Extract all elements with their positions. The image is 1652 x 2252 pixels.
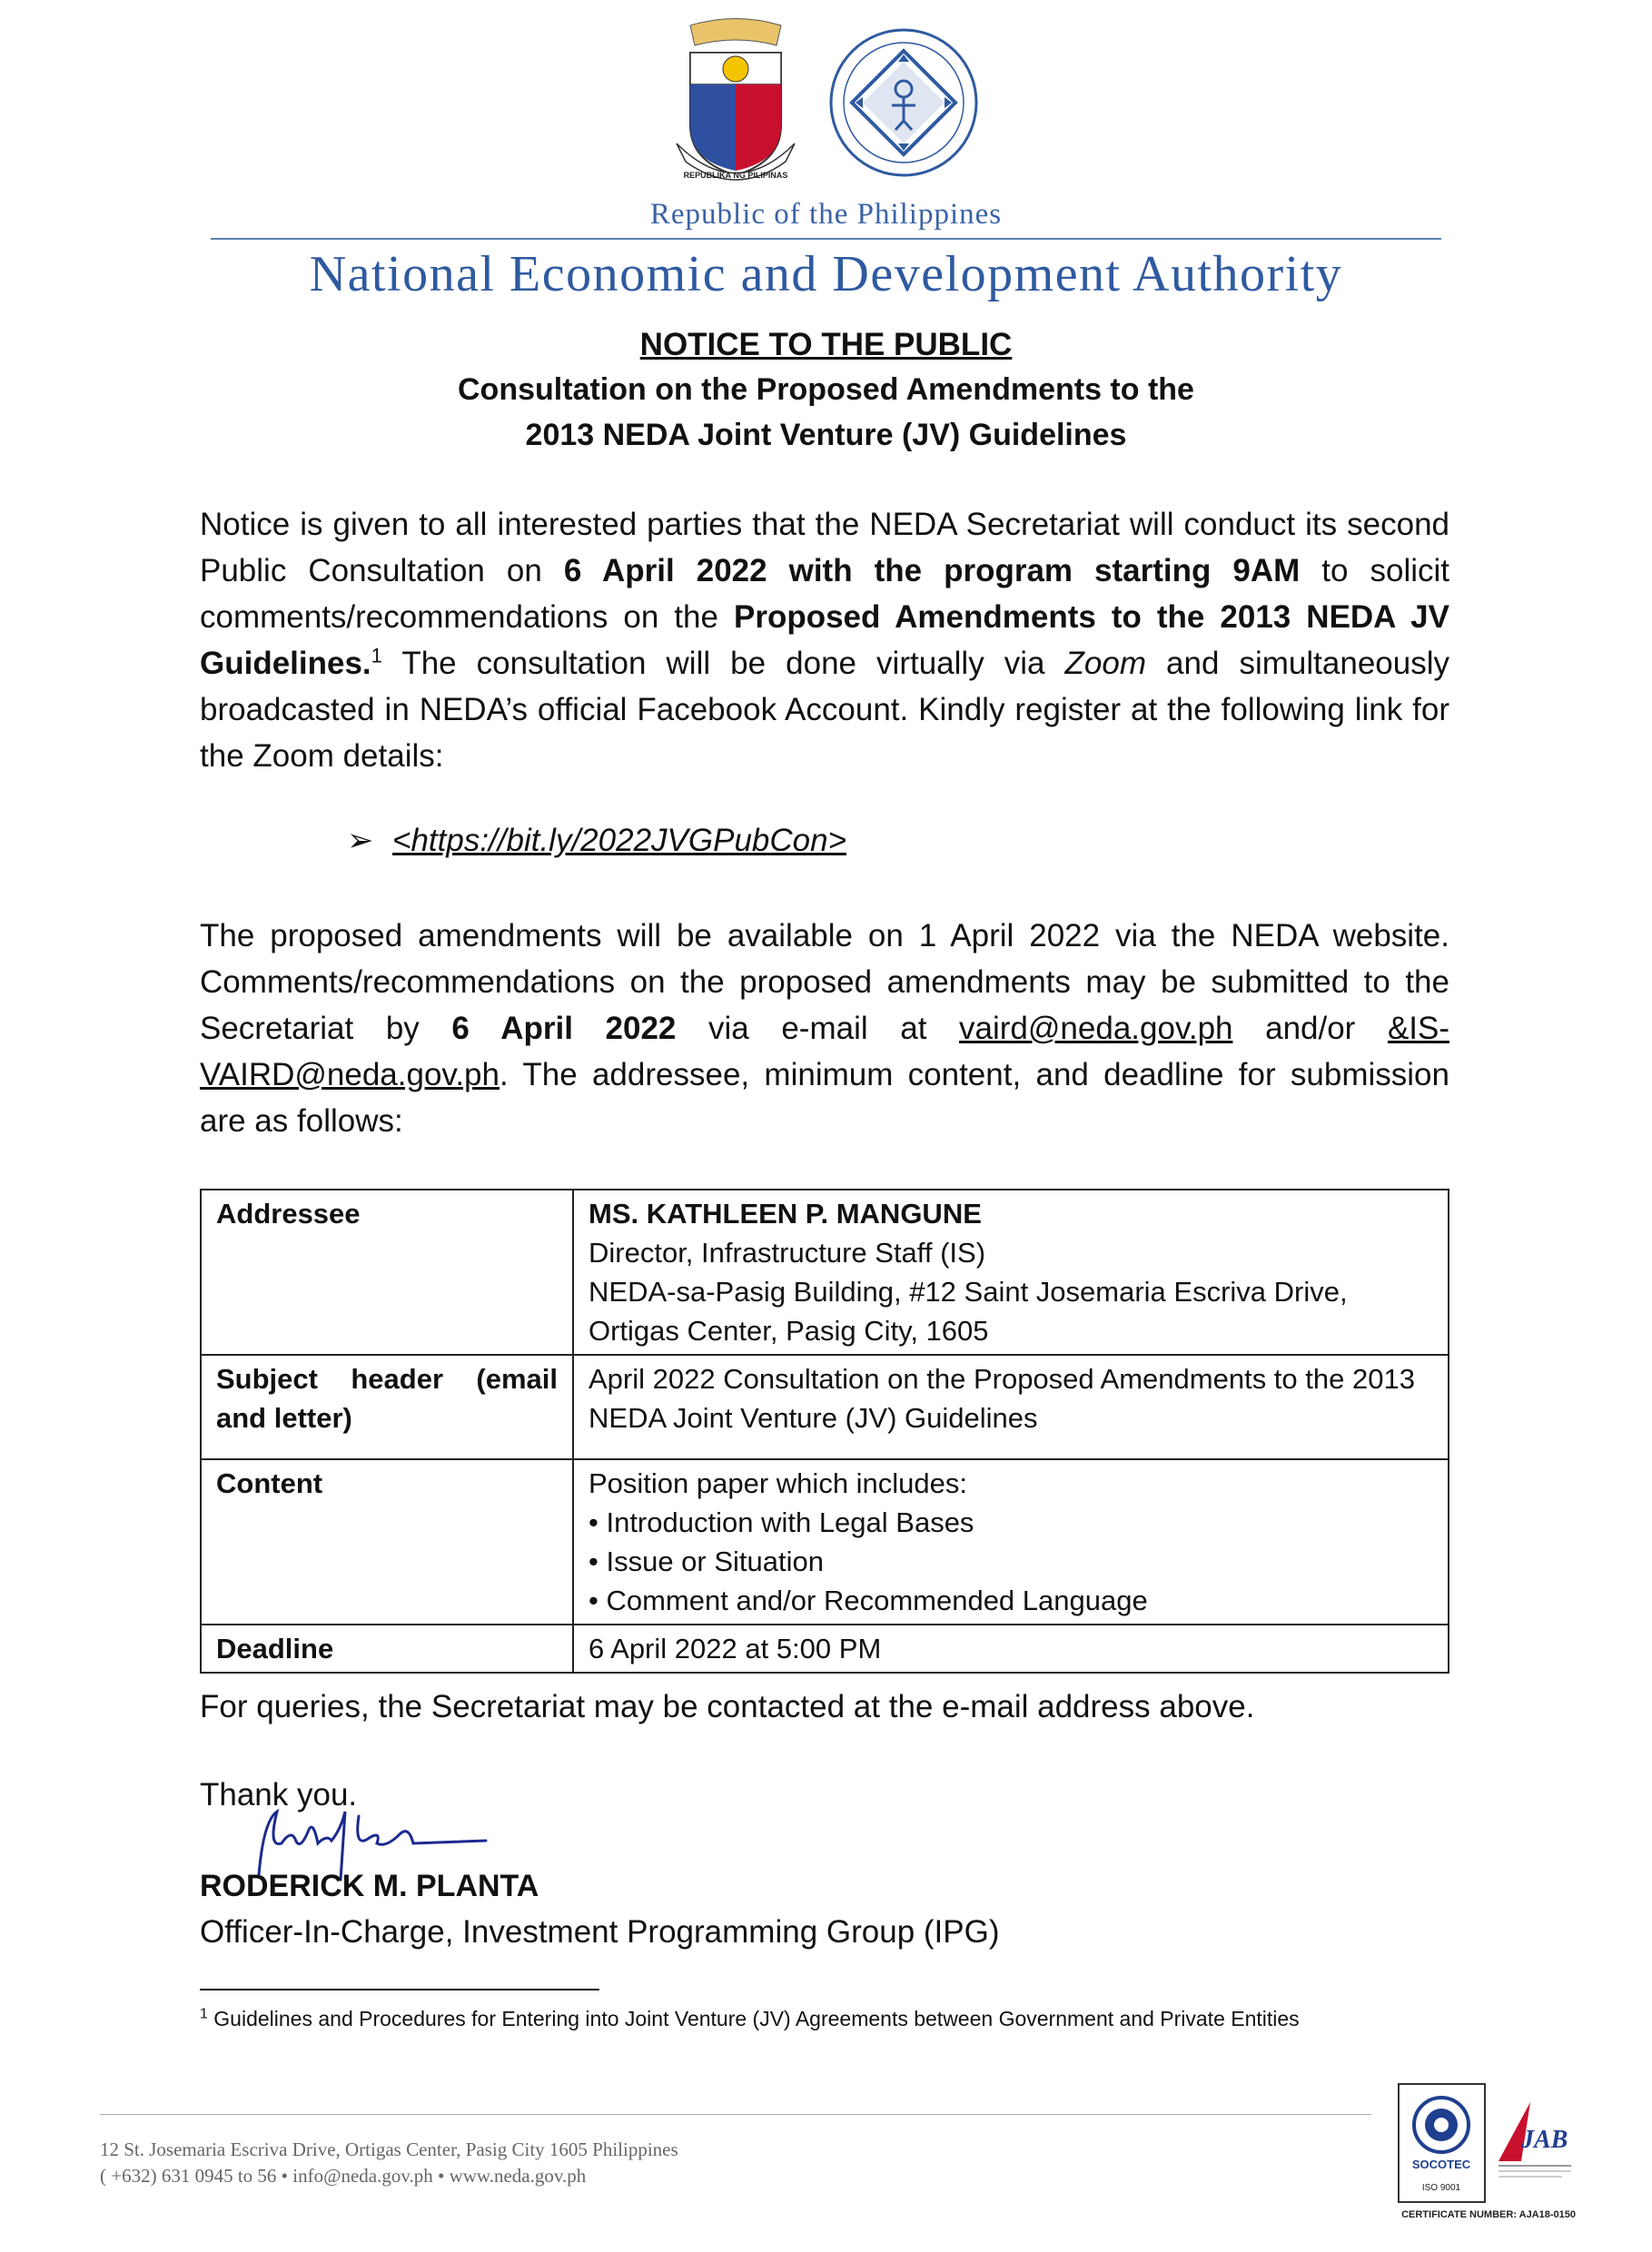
para1-text: Notice is given to all interested parties that the NEDA Secretariat will conduct its second Public Consultation on (200, 507, 1449, 588)
proposed-amendments-ref: Proposed Amendments to the 2013 NEDA JV Guidelines. (200, 599, 1449, 681)
signer-name: RODERICK M. PLANTA (200, 1869, 539, 1903)
separator-dot: • (437, 2165, 445, 2187)
email-link-vaird[interactable]: vaird@neda.gov.ph (959, 1011, 1233, 1046)
socotec-iso-logo (1399, 2084, 1485, 2202)
para2-text: via e-mail at (676, 1011, 960, 1046)
para2-text: . The addressee, minimum content, and deadline for submission are as follows: (200, 1057, 1449, 1139)
certification-logos (1394, 2079, 1576, 2207)
footnote (200, 2007, 1300, 2031)
addressee-address-line-1: NEDA-sa-Pasig Building, #12 Saint Josemaria Escriva Drive, (589, 1276, 1348, 1308)
para1-text: and simultaneously broadcasted in NEDA’s official Facebook Account. Kindly register at the following link for the Zoom details: (200, 646, 1449, 774)
footnote-number: 1 (200, 2006, 208, 2022)
header-seals (663, 16, 990, 198)
jab-logo (1499, 2102, 1571, 2177)
footer-divider (100, 2114, 1371, 2115)
footer-address: 12 St. Josemaria Escriva Drive, Ortigas Center, Pasig City 1605 Philippines (100, 2138, 678, 2160)
neda-seal-logo (831, 30, 976, 175)
notice-title: NOTICE TO THE PUBLIC (639, 327, 1013, 362)
content-label: Content (201, 1459, 573, 1625)
header-divider (211, 238, 1441, 240)
republic-heading: Republic of the Philippines (649, 198, 1003, 231)
list-item: • Introduction with Legal Bases (589, 1506, 974, 1538)
notice-paragraph (200, 501, 1449, 779)
separator-dot: • (281, 2165, 289, 2187)
content-value (573, 1459, 1449, 1625)
philippine-coat-of-arms-logo (677, 19, 795, 181)
footer-phone: ( +632) 631 0945 to 56 (100, 2165, 277, 2187)
para2-text: and/or (1232, 1011, 1388, 1046)
svg-text:REPUBLIKA NG PILIPINAS: REPUBLIKA NG PILIPINAS (683, 171, 788, 180)
submission-details-table (200, 1189, 1449, 1674)
footnote-divider (200, 1989, 599, 1990)
submission-paragraph (200, 913, 1449, 1144)
subject-value: April 2022 Consultation on the Proposed Amendments to the 2013 NEDA Joint Venture (JV) Guidelines (573, 1355, 1449, 1459)
registration-link-row (347, 823, 846, 859)
list-item: • Issue or Situation (589, 1546, 824, 1577)
consultation-date: 6 April 2022 with the program starting 9AM (563, 553, 1301, 588)
notice-subtitle-line-2: 2013 NEDA Joint Venture (JV) Guidelines (525, 418, 1127, 452)
para1-text: The consultation will be done virtually via (381, 646, 1065, 681)
arrow-bullet-icon: ➢ (347, 823, 374, 858)
addressee-value (573, 1190, 1449, 1355)
jab-text: JAB (1521, 2126, 1568, 2154)
content-intro: Position paper which includes: (589, 1467, 968, 1499)
addressee-label: Addressee (201, 1190, 573, 1355)
table-row (201, 1355, 1449, 1459)
submission-deadline: 6 April 2022 (451, 1011, 677, 1046)
iso-text: ISO 9001 (1421, 2183, 1461, 2193)
registration-link[interactable]: <https://bit.ly/2022JVGPubCon> (392, 823, 847, 858)
signer-title: Officer-In-Charge, Investment Programming Group (IPG) (200, 1914, 1000, 1950)
addressee-address-line-2: Ortigas Center, Pasig City, 1605 (589, 1315, 989, 1347)
table-row (201, 1459, 1449, 1625)
para2-text: The proposed amendments will be available on 1 April 2022 via the NEDA website. Comments/recommendations on the proposed amendments may be submitted to the Secretariat by (200, 918, 1449, 1046)
socotec-text: SOCOTEC (1411, 2158, 1471, 2171)
notice-subtitle-line-1: Consultation on the Proposed Amendments to the (458, 372, 1194, 407)
footnote-text: Guidelines and Procedures for Entering into Joint Venture (JV) Agreements between Government and Private Entities (207, 2007, 1300, 2030)
zoom-mention: Zoom (1064, 646, 1146, 681)
queries-text: For queries, the Secretariat may be contacted at the e-mail address above. (200, 1689, 1255, 1724)
footer-email[interactable]: info@neda.gov.ph (292, 2165, 433, 2187)
para1-text: to solicit comments/recommendations on the (200, 553, 1450, 635)
thank-you-text: Thank you. (200, 1777, 358, 1812)
deadline-value: 6 April 2022 at 5:00 PM (573, 1625, 1449, 1673)
footer-website[interactable]: www.neda.gov.ph (449, 2165, 587, 2187)
footer-contacts (100, 2165, 586, 2188)
table-row (201, 1190, 1449, 1355)
agency-heading: National Economic and Development Authority (309, 246, 1343, 302)
footnote-mark[interactable]: 1 (371, 644, 382, 667)
table-row (201, 1625, 1449, 1673)
certificate-number: CERTIFICATE NUMBER: AJA18-0150 (1401, 2209, 1576, 2220)
email-link-is-vaird[interactable]: &IS-VAIRD@neda.gov.ph (200, 1011, 1450, 1092)
addressee-name: MS. KATHLEEN P. MANGUNE (589, 1198, 982, 1230)
subject-label: Subject header (email and letter) (201, 1355, 573, 1459)
list-item: • Comment and/or Recommended Language (589, 1585, 1148, 1616)
deadline-label: Deadline (201, 1625, 573, 1673)
addressee-title: Director, Infrastructure Staff (IS) (589, 1237, 986, 1269)
